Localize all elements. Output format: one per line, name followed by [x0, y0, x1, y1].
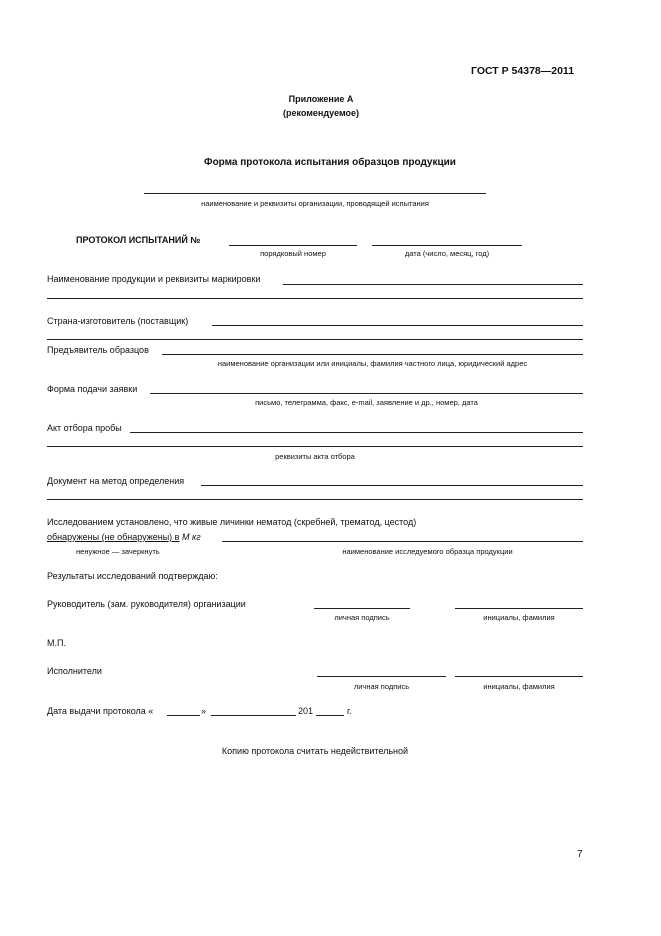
executors-label: Исполнители [47, 666, 102, 676]
finding-text: Исследованием установлено, что живые личинки нематод (скребней, трематод, цестод) [47, 517, 417, 527]
strike-caption: ненужное — зачеркнуть [76, 547, 160, 556]
country-line-2[interactable] [47, 339, 583, 340]
results-text: Результаты исследований подтверждаю: [47, 571, 218, 581]
protocol-number-caption: порядковый номер [260, 249, 326, 258]
appendix-subtitle: (рекомендуемое) [283, 108, 359, 118]
method-line[interactable] [201, 485, 583, 486]
head-initials-caption: инициалы, фамилия [483, 613, 555, 622]
org-caption: наименование и реквизиты организации, проводящей испытания [201, 199, 429, 208]
presenter-caption: наименование организации или инициалы, фамилия частного лица, юридический адрес [217, 359, 528, 368]
issue-date-label: Дата выдачи протокола « [47, 706, 154, 716]
presenter-line[interactable] [162, 354, 583, 355]
stamp-label: М.П. [47, 638, 66, 648]
issue-day-line[interactable] [167, 715, 200, 716]
issue-year-line[interactable] [316, 715, 344, 716]
sampling-caption: реквизиты акта отбора [275, 452, 355, 461]
product-label: Наименование продукции и реквизиты маркировки [47, 274, 261, 284]
sample-caption: наименование исследуемого образца продукции [342, 547, 513, 556]
executors-signature-line[interactable] [317, 676, 446, 677]
found-line-text [47, 533, 201, 542]
issue-month-line[interactable] [211, 715, 296, 716]
executors-initials-caption: инициалы, фамилия [483, 682, 555, 691]
issue-quote: » [201, 706, 207, 716]
country-label: Страна-изготовитель (поставщик) [47, 316, 189, 326]
method-label: Документ на метод определения [47, 476, 185, 486]
copy-note: Копию протокола считать недействительной [221, 746, 409, 756]
protocol-date-caption: дата (число, месяц, год) [404, 249, 490, 258]
mass-unit: М кг [181, 532, 201, 542]
product-line-2[interactable] [47, 298, 583, 299]
form-title: Форма протокола испытания образцов продукции [204, 157, 456, 168]
issue-year-suffix: г. [347, 706, 352, 716]
executors-signature-caption: личная подпись [353, 682, 410, 691]
head-signature-caption: личная подпись [334, 613, 390, 622]
sampling-line[interactable] [130, 432, 583, 433]
head-label: Руководитель (зам. руководителя) организации [47, 599, 246, 609]
sampling-line-2[interactable] [47, 446, 583, 447]
head-initials-line[interactable] [455, 608, 583, 609]
head-signature-line[interactable] [314, 608, 410, 609]
found-text: обнаружены (не обнаружены) в [47, 532, 180, 542]
executors-initials-line[interactable] [455, 676, 583, 677]
request-caption: письмо, телеграмма, факс, e-mail, заявление и др., номер, дата [255, 398, 478, 407]
protocol-label: ПРОТОКОЛ ИСПЫТАНИЙ № [76, 235, 201, 245]
product-line[interactable] [283, 284, 583, 285]
appendix-title: Приложение А [288, 94, 354, 104]
protocol-number-line[interactable] [229, 245, 357, 246]
sample-line[interactable] [222, 541, 583, 542]
protocol-date-line[interactable] [372, 245, 522, 246]
issue-year: 201 [298, 706, 314, 716]
method-line-2[interactable] [47, 499, 583, 500]
country-line[interactable] [212, 325, 583, 326]
org-line[interactable] [144, 193, 486, 194]
sampling-label: Акт отбора пробы [47, 423, 122, 433]
page-number: 7 [577, 849, 583, 860]
standard-number: ГОСТ Р 54378—2011 [471, 65, 575, 77]
request-line[interactable] [150, 393, 583, 394]
presenter-label: Предъявитель образцов [47, 345, 149, 355]
request-label: Форма подачи заявки [47, 384, 138, 394]
